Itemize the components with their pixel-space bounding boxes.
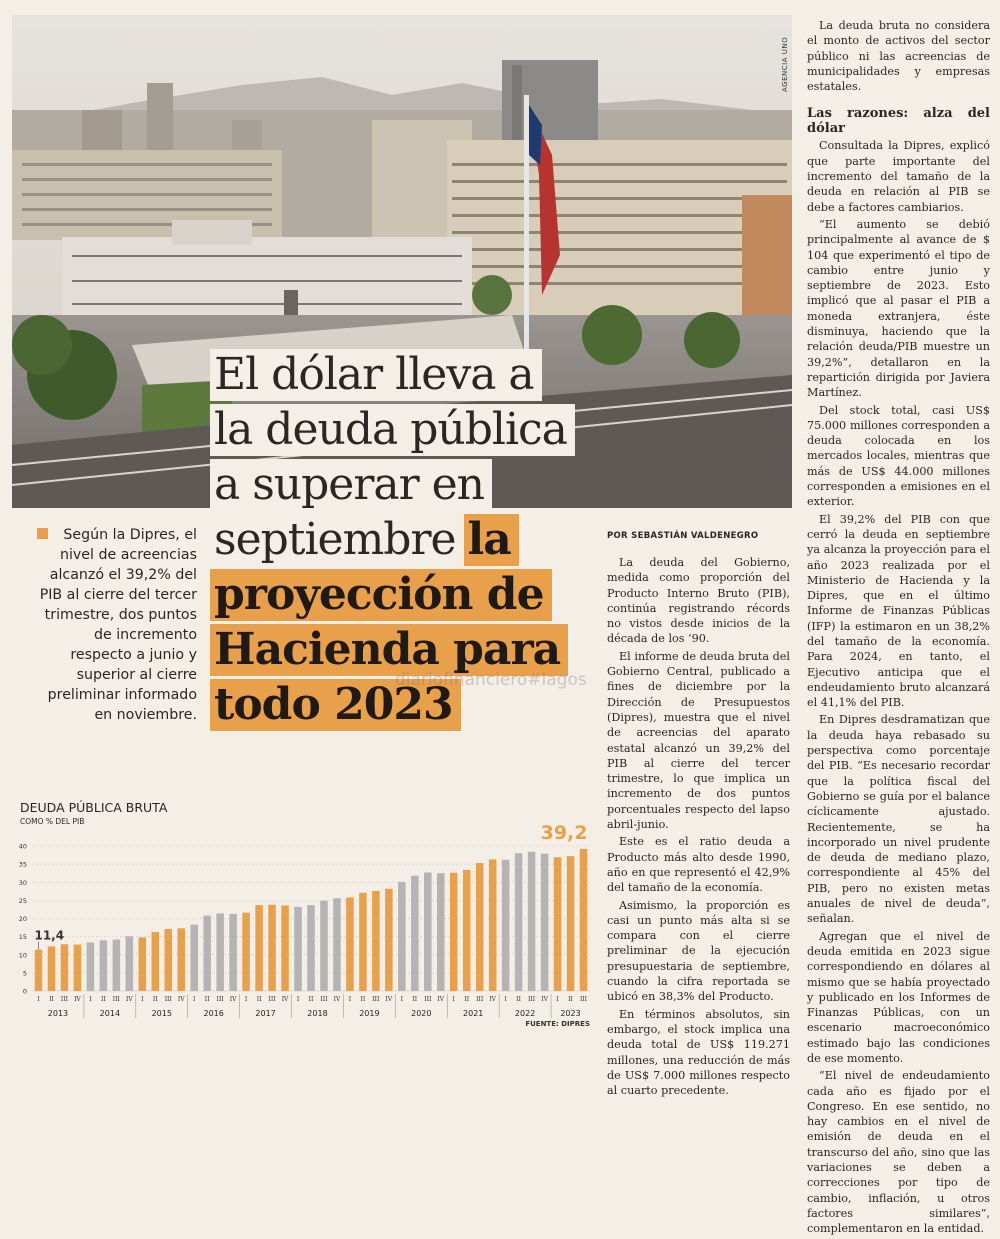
quarter-label: III (424, 996, 432, 1003)
first-data-label: 11,4 (34, 928, 65, 943)
bar (541, 854, 549, 991)
bar (126, 936, 134, 991)
bar (320, 901, 328, 991)
bar (580, 849, 588, 991)
debt-chart (20, 800, 594, 1035)
bar (281, 905, 289, 991)
lead-paragraph: Según la Dipres, el nivel de acreencias alcanzó el 39,2% del PIB al cierre del tercer trimestre, dos puntos de incremento respecto a junio y superior al cierre preliminar informado en noviembre. (39, 527, 197, 723)
quarter-label: I (37, 996, 40, 1003)
quarter-label: III (320, 996, 328, 1003)
bar (190, 925, 198, 991)
bar (372, 891, 380, 991)
bar (164, 929, 172, 991)
paragraph: Agregan que el nivel de deuda emitida en 2023 sigue correspondiendo en dólares al mismo que se había proyectado y publicado en los Informes de Finanzas Públicas, con un escenario macroeconómico estimado bajo las condiciones de ese momento. (807, 929, 990, 1065)
quarter-label: IV (74, 996, 81, 1003)
paragraph: “El aumento se debió principalmente al avance de $ 104 que experimentó el tipo de cambio entre junio y septiembre de 2023. Esto implicó que al pasar el PIB a moneda extranjera, éste disminuya, haciendo que la relación deuda/PIB muestre un 39,2%”, detallaron en la repartición dirigida por Javiera Martínez. (807, 217, 990, 400)
quarter-label: III (579, 996, 588, 1003)
quarter-label: I (141, 996, 144, 1003)
bar (35, 950, 43, 991)
bar (139, 937, 147, 991)
quarter-label: II (256, 996, 262, 1003)
y-tick-label: 20 (18, 915, 27, 923)
year-label: 2014 (99, 1009, 121, 1018)
bar (437, 873, 445, 991)
quarter-label: II (360, 996, 366, 1003)
quarter-label: II (412, 996, 418, 1003)
quarter-label: III (216, 996, 224, 1003)
headline-line-4: septiembre la (210, 510, 519, 570)
bar (450, 873, 458, 991)
quarter-label: III (164, 996, 172, 1003)
year-label: 2015 (151, 1009, 172, 1018)
bar (502, 860, 510, 991)
quarter-label: II (568, 996, 573, 1003)
y-tick-label: 25 (18, 896, 27, 905)
y-tick-label: 5 (22, 969, 27, 978)
bar (411, 876, 419, 991)
bar (385, 889, 393, 991)
quarter-label: III (528, 996, 536, 1003)
bar (152, 932, 160, 991)
y-tick-label: 10 (18, 951, 27, 960)
headline-line-1: El dólar lleva a (210, 345, 542, 405)
bar (87, 942, 95, 991)
year-label: 2013 (47, 1009, 69, 1018)
year-label: 2019 (359, 1009, 380, 1018)
bar (203, 916, 211, 991)
paragraph: Asimismo, la proporción es casi un punto más alta si se compara con el cierre preliminar de la ejecución presupuestaria de septiembre, cuando la cifra reportada se ubicó en 38,3% del Producto. (607, 898, 790, 1004)
paragraph: Este es el ratio deuda a Producto más alto desde 1990, año en que representó el 42,9% del tamaño de la economía. (607, 835, 790, 895)
bar (424, 872, 432, 991)
bar (398, 882, 406, 991)
bar (294, 907, 302, 991)
quarter-label: IV (281, 996, 289, 1003)
bar (489, 859, 497, 991)
paragraph: Consultada la Dipres, explicó que parte importante del incremento del tamaño de la deuda en relación al PIB se debe a factores cambiarios. (807, 139, 990, 214)
bar (216, 913, 224, 991)
quarter-label: I (89, 996, 92, 1003)
quarter-label: IV (437, 996, 445, 1003)
bar (346, 897, 354, 991)
headline-line-6: Hacienda para (210, 620, 568, 680)
paragraph: El informe de deuda bruta del Gobierno Central, publicado a fines de diciembre por la Dirección de Presupuestos (Dipres), muestra que el nivel de acreencias del aparato estatal alcanzó un 39,2% del PIB al cierre del tercer trimestre, lo que implica un incremento de dos puntos porcentuales respecto del lapso abril-junio. (607, 649, 790, 832)
bar (554, 857, 562, 991)
paragraph: “El nivel de endeudamiento cada año es fijado por el Congreso. En ese sentido, no hay cambios en el nivel de emisión de deuda en el transcurso del año, sino que las variaciones se deben a correcciones por tipo de cambio, inflación, u otros factores similares”, complementaron en la entidad. (807, 1069, 990, 1236)
bar (48, 946, 56, 991)
quarter-label: II (204, 996, 210, 1003)
bar (307, 905, 315, 991)
paragraph: La deuda bruta no considera el monto de activos del sector público ni las acreencias de municipalidades y empresas estatales. (807, 19, 990, 94)
bar (113, 940, 121, 991)
bar (100, 940, 108, 991)
last-data-label: 39,2 (540, 821, 588, 844)
bar (229, 914, 237, 991)
quarter-label: III (112, 996, 120, 1003)
headline-line-5: proyección de (210, 565, 552, 625)
bar (74, 945, 82, 991)
quarter-label: IV (333, 996, 341, 1003)
headline-line-3: a superar en (210, 455, 492, 515)
quarter-label: IV (177, 996, 185, 1003)
paragraph: Del stock total, casi US$ 75.000 millones corresponden a deuda colocada en los mercados locales, mientras que más de US$ 44.000 millones corresponden a emisiones en el exterior. (807, 403, 990, 509)
chart-title: DEUDA PÚBLICA BRUTA (20, 800, 168, 815)
quarter-label: IV (229, 996, 237, 1003)
headline-line-2: la deuda pública (210, 400, 575, 460)
year-label: 2020 (411, 1009, 432, 1018)
photo-credit: AGENCIA UNO (781, 36, 789, 92)
bar (255, 905, 263, 991)
bar (567, 856, 575, 991)
quarter-label: II (152, 996, 158, 1003)
paragraph: En términos absolutos, sin embargo, el stock implica una deuda total de US$ 119.271 millones, una reducción de más de US$ 7.000 millones respecto al cuarto precedente. (607, 1007, 790, 1098)
y-tick-label: 0 (22, 987, 27, 996)
y-tick-label: 35 (18, 860, 27, 869)
bar (515, 853, 523, 991)
bar (333, 898, 341, 991)
y-tick-label: 15 (18, 933, 27, 942)
quarter-label: III (372, 996, 380, 1003)
quarter-label: III (60, 996, 69, 1003)
bar (242, 913, 250, 991)
bar (61, 944, 69, 991)
quarter-label: IV (385, 996, 393, 1003)
y-tick-label: 40 (18, 842, 27, 851)
quarter-label: III (476, 996, 484, 1003)
quarter-label: IV (125, 996, 133, 1003)
paragraph: La deuda del Gobierno, medida como proporción del Producto Interno Bruto (PIB), continúa registrando récords no vistos desde inicios de la década de los ‘90. (607, 556, 790, 646)
chart-subtitle: COMO % DEL PIB (20, 817, 85, 826)
quarter-label: I (504, 996, 507, 1003)
year-label: 2017 (255, 1009, 276, 1018)
byline: POR SEBASTIÁN VALDENEGRO (607, 531, 759, 541)
quarter-label: I (244, 996, 248, 1003)
quarter-label: I (556, 996, 559, 1003)
quarter-label: I (348, 996, 352, 1003)
article-column-3 (807, 18, 990, 1239)
year-label: 2018 (307, 1009, 328, 1018)
paragraph: El 39,2% del PIB con que cerró la deuda en septiembre ya alcanza la proyección para el año 2023 realizada por el Ministerio de Hacienda y la Dipres, que en el último Informe de Finanzas Públicas (IFP) la estimaron en un 38,2% del tamaño de la economía. Para 2024, en tanto, el Ejecutivo anticipa que el endeudamiento bruto alcanzará el 41,1% del PIB. (807, 512, 990, 710)
quarter-label: I (296, 996, 300, 1003)
quarter-label: IV (489, 996, 497, 1003)
bar (528, 852, 536, 991)
year-label: 2022 (514, 1009, 536, 1018)
watermark: diariofinanciero#lagos (395, 670, 587, 690)
chart-source: FUENTE: DIPRES (525, 1020, 590, 1028)
bar (476, 863, 484, 991)
quarter-label: I (400, 996, 404, 1003)
quarter-label: IV (541, 996, 548, 1003)
paragraph: En Dipres desdramatizan que la deuda haya rebasado su perspectiva como porcentaje del PIB. “Es necesario recordar que la política fiscal del Gobierno se guía por el balance cíclicamente ajustado. Recientemente, se ha incorporado un nivel prudente de deuda de mediano plazo, correspondiente al 45% del PIB, pero no existen metas anuales de nivel de deuda”, señalan. (807, 713, 990, 926)
quarter-label: II (516, 996, 522, 1003)
quarter-label: III (268, 996, 276, 1003)
bar (268, 905, 276, 991)
quarter-label: I (193, 996, 196, 1003)
bar (359, 893, 367, 991)
headline-line-7: todo 2023 (210, 675, 461, 735)
y-tick-label: 30 (18, 878, 27, 887)
article-column-2 (607, 555, 790, 1100)
bar (177, 928, 185, 991)
quarter-label: II (464, 996, 470, 1003)
chart-plot (20, 800, 594, 1035)
bar (463, 870, 471, 991)
quarter-label: II (308, 996, 314, 1003)
year-label: 2023 (560, 1009, 581, 1018)
quarter-label: II (100, 996, 106, 1003)
subheading: Las razones: alza del dólar (807, 106, 990, 137)
quarter-label: II (49, 996, 54, 1003)
year-label: 2016 (203, 1009, 224, 1018)
year-label: 2021 (463, 1009, 484, 1018)
quarter-label: I (452, 996, 455, 1003)
